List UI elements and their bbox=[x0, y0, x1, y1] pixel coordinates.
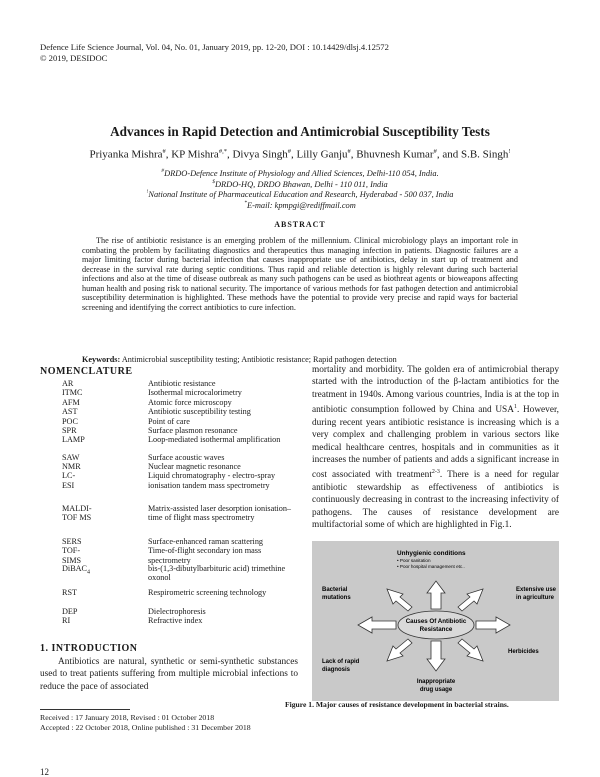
cause-top-title: Unhygienic conditions bbox=[397, 550, 466, 557]
cause-left-line2: mutations bbox=[322, 595, 351, 601]
author-name: Lilly Ganju bbox=[296, 148, 348, 161]
nomenclature-abbr: SERS bbox=[62, 537, 82, 546]
nomenclature-def: Refractive index bbox=[148, 616, 203, 625]
center-ellipse bbox=[398, 611, 474, 639]
nomenclature-abbr: ITMC bbox=[62, 388, 83, 398]
nomenclature-abbr: RI bbox=[62, 616, 71, 625]
author-list: Priyanka Mishra#, KP Mishra#,*, Divya Singh#, Lilly Ganju#, Bhuvnesh Kumar#, and S.B. Singh! bbox=[89, 148, 511, 161]
nomenclature-def: Antibiotic resistance bbox=[148, 379, 216, 388]
nomenclature-def: bis-(1,3-dibutylbarbituric acid) trimethine oxonol bbox=[148, 564, 286, 583]
nomenclature-abbr: MALDI-TOF MS bbox=[62, 504, 92, 523]
nomenclature-abbr: NMR bbox=[62, 462, 81, 471]
nomenclature-abbr: SAW bbox=[62, 452, 80, 462]
cause-top-bullet-1: • Poor sanitation bbox=[397, 558, 431, 563]
nomenclature-def: Matrix-assisted laser desorption ionisation–time of flight mass spectrometry bbox=[148, 504, 292, 523]
nomenclature-abbr: POC bbox=[62, 416, 78, 426]
nomenclature-def: Atomic force microscopy bbox=[148, 397, 232, 407]
center-label-line1: Causes Of Antibiotic bbox=[405, 618, 467, 625]
nomenclature-def: Liquid chromatography - electro-spray ionisation tandem mass spectrometry bbox=[148, 471, 276, 490]
affiliation-3: !National Institute of Pharmaceutical Education and Research, Hyderabad - 500 037, India bbox=[146, 189, 454, 199]
nomenclature-abbr: DEP bbox=[62, 606, 78, 616]
nomenclature-def: Surface-enhanced raman scattering bbox=[148, 537, 264, 546]
cause-bottom-right: Herbicides bbox=[508, 649, 539, 655]
nomenclature-def: Loop-mediated isothermal amplification bbox=[148, 435, 281, 445]
affiliation-2: $DRDO-HQ, DRDO Bhawan, Delhi - 110 011, India bbox=[212, 178, 388, 189]
nomenclature-abbr: AR bbox=[62, 379, 74, 388]
received-dates: Received : 17 January 2018, Revised : 01 October 2018 bbox=[40, 713, 215, 722]
cause-left-line1: Bacterial bbox=[322, 587, 348, 593]
arrow-down-left bbox=[387, 639, 412, 661]
author-name: Divya Singh bbox=[232, 148, 288, 161]
cause-right-line1: Extensive use bbox=[516, 587, 557, 593]
affiliation-1: #DRDO-Defence Institute of Physiology and Allied Sciences, Delhi-110 054, India. bbox=[161, 168, 439, 178]
cause-bottom-line1: Inappropriate bbox=[416, 679, 456, 685]
causes-diagram bbox=[312, 541, 559, 701]
page-number: 12 bbox=[40, 767, 49, 777]
keywords-list: Antimicrobial susceptibility testing; Antibiotic resistance; Rapid pathogen detection bbox=[121, 355, 397, 364]
paper-title: Advances in Rapid Detection and Antimicrobial Susceptibility Tests bbox=[110, 124, 490, 139]
nomenclature-abbr: DiBAC$_4$ bbox=[62, 564, 91, 576]
cause-bottom-line2: drug usage bbox=[419, 687, 453, 693]
abstract-text: The rise of antibiotic resistance is an emerging problem of the millennium. Clinical microbiology plays an important role in combating the problem by facilitating diagnostics and therapeutics thus managing infection in patients. Diagnostic failures are a major limiting factor during bacterial infection that causes inappropriate use of antibiotics, delay in start up of treatment and decrease in the survival rate during septic conditions. Thus rapid and reliable detection is highly relevant during such bacterial infections and also at the time of disease outbreak as many such pathogens can be used as biothreat agents or bioweapons affecting human health and posing risk to national security. The importance of various methods for fast pathogen detection and antimicrobial susceptibility determination is highlighted. These methods have the potential to provide very precise and rapid ways for bacterial screening and identifying the correct antibiotics to cure infection. bbox=[82, 236, 518, 312]
nomenclature-def: Surface acoustic waves bbox=[148, 452, 225, 462]
nomenclature-def: Time-of-flight secondary ion mass spectrometry bbox=[148, 546, 262, 565]
nomenclature-abbr: LC-ESI bbox=[62, 471, 76, 490]
nomenclature-def: Isothermal microcalorimetry bbox=[148, 388, 242, 398]
center-label-line2: Resistance bbox=[419, 626, 453, 633]
introduction-continued: mortality and morbidity. The golden era of antimicrobial therapy started with the introduction of the β-lactam antibiotics for the treatment in 1940s. Among various countries, India is at the top in antibiotic consumption followed by China and USA$^1$. However, during recent years antibiotic resistance is increasing which is a very complex and challenging problem in various sectors like medical healthcare centres, hospitals and in communities as it increases the number of patients and adds a significant increase in cost associated with treatment$^{2-3}$. There is a need for regular antibiotic stewardship as effectiveness of antibiotics is continuously decreasing in contrast to the increasing infectivity of pathogens. The causes of resistance development are multifactorial some of which are highlighted in Fig.1. bbox=[312, 365, 559, 531]
accepted-dates: Accepted : 22 October 2018, Online published : 31 December 2018 bbox=[40, 723, 251, 732]
nomenclature-abbr: SPR bbox=[62, 426, 77, 435]
nomenclature-def: Respirometric screening technology bbox=[148, 588, 267, 597]
figure-1 bbox=[312, 541, 559, 701]
nomenclature-def: Dielectrophoresis bbox=[148, 606, 206, 616]
nomenclature-abbr: LAMP bbox=[62, 435, 85, 445]
citation-ref[interactable]: 2-3 bbox=[431, 469, 440, 476]
author-name: Priyanka Mishra bbox=[89, 148, 163, 161]
arrow-up bbox=[427, 581, 445, 609]
cause-top-bullet-2: • Poor hospital management etc.. bbox=[397, 564, 465, 569]
arrow-right bbox=[476, 617, 510, 633]
nomenclature-def: Point of care bbox=[148, 416, 190, 426]
author-name: Bhuvnesh Kumar bbox=[356, 148, 434, 161]
copyright-line: © 2019, DESIDOC bbox=[40, 53, 108, 63]
arrow-up-right bbox=[458, 589, 483, 611]
cause-bottom-left-line1: Lack of rapid bbox=[322, 659, 360, 665]
figure-caption: Figure 1. Major causes of resistance development in bacterial strains. bbox=[285, 700, 509, 709]
nomenclature-heading: NOMENCLATURE bbox=[40, 366, 133, 377]
nomenclature-abbr: AFM bbox=[62, 397, 80, 407]
nomenclature-def: Antibiotic susceptibility testing bbox=[148, 407, 251, 417]
abstract-heading: ABSTRACT bbox=[274, 220, 326, 229]
author-name: KP Mishra bbox=[171, 148, 219, 161]
keywords-label: Keywords: bbox=[82, 355, 121, 364]
nomenclature-def: Nuclear magnetic resonance bbox=[148, 462, 241, 471]
journal-citation: Defence Life Science Journal, Vol. 04, No. 01, January 2019, pp. 12-20, DOI : 10.14429/dlsj.4.12572 bbox=[40, 42, 389, 52]
keywords bbox=[82, 355, 397, 364]
nomenclature-def: Surface plasmon resonance bbox=[148, 426, 238, 435]
nomenclature-abbr: RST bbox=[62, 588, 78, 597]
introduction-text: Antibiotics are natural, synthetic or semi-synthetic substances used to treat patients suffering from multiple microbial infections to reduce the pace of associated bbox=[40, 657, 298, 692]
citation-ref[interactable]: 1 bbox=[513, 404, 517, 411]
cause-bottom-left-line2: diagnosis bbox=[322, 667, 351, 673]
arrow-down-right bbox=[458, 639, 483, 661]
cause-right-line2: in agriculture bbox=[516, 595, 555, 601]
arrow-down bbox=[427, 641, 445, 671]
nomenclature-abbr: AST bbox=[62, 407, 78, 417]
corresponding-email[interactable]: *E-mail: kpmpgi@rediffmail.com bbox=[244, 199, 356, 210]
author-name: S.B. Singh bbox=[460, 148, 509, 161]
arrow-left bbox=[358, 617, 396, 633]
introduction-heading: 1. INTRODUCTION bbox=[40, 643, 138, 654]
nomenclature-abbr: TOF-SIMS bbox=[62, 546, 82, 565]
footer-rule bbox=[40, 709, 130, 710]
arrow-up-left bbox=[387, 589, 412, 611]
